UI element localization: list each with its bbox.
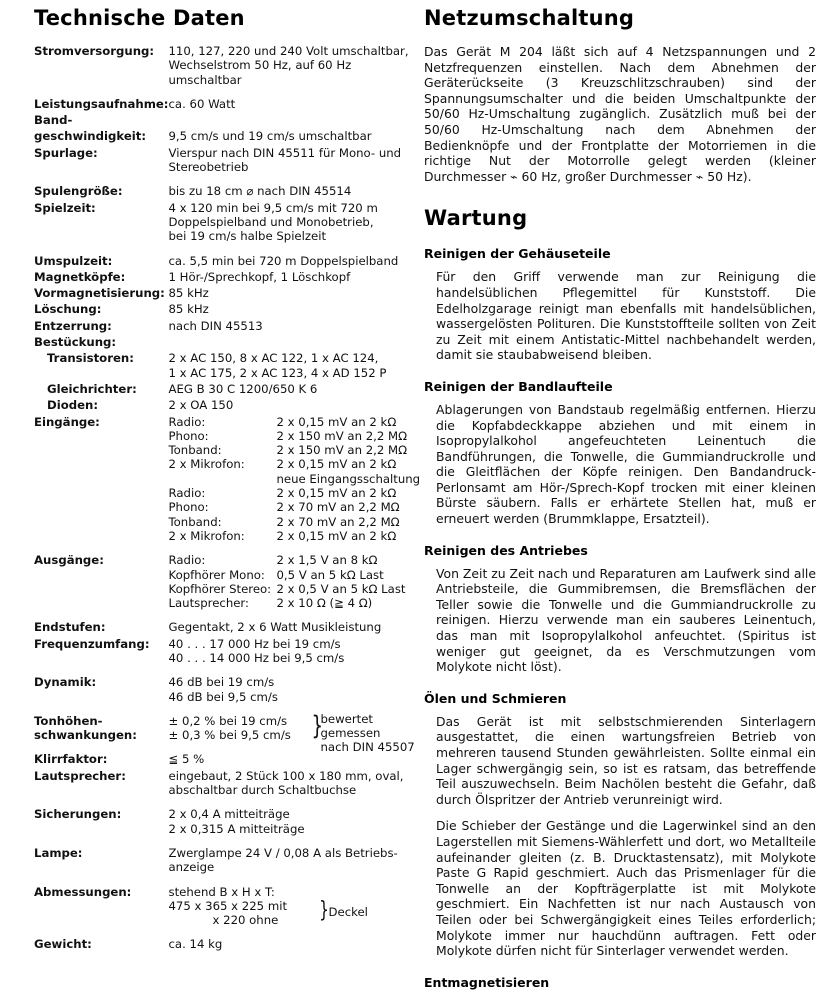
spec-value bbox=[169, 201, 421, 246]
output-value: 2 x 1,5 V an 8 kΩ bbox=[276, 553, 378, 568]
spec-value bbox=[169, 885, 421, 930]
table-row bbox=[34, 769, 420, 800]
spacer-row bbox=[34, 877, 420, 885]
spec-label: Sicherungen: bbox=[34, 807, 122, 822]
value-line: x 220 ohne bbox=[212, 913, 279, 928]
page-title-technische-daten: Technische Daten bbox=[34, 6, 245, 30]
value-line: 1 Hör-/Sprechkopf, 1 Löschkopf bbox=[168, 269, 351, 284]
spec-value bbox=[169, 675, 421, 706]
value-line: 4 x 120 min bei 9,5 cm/s mit 720 m bbox=[168, 200, 378, 215]
spec-value bbox=[169, 302, 421, 318]
spec-value bbox=[169, 44, 421, 89]
note-line: bewertet bbox=[320, 711, 374, 726]
spec-label bbox=[34, 714, 169, 745]
input-name: Phono: bbox=[168, 428, 209, 443]
value-line: 46 dB bei 9,5 cm/s bbox=[168, 689, 278, 704]
spec-value bbox=[169, 270, 421, 286]
input-name: Radio: bbox=[168, 486, 206, 501]
spec-label: Entzerrung: bbox=[34, 318, 112, 333]
input-name: Radio: bbox=[168, 414, 206, 429]
value-line: 9,5 cm/s und 19 cm/s umschaltbar bbox=[168, 129, 372, 144]
spec-value bbox=[169, 415, 421, 546]
tonhoehen-note bbox=[321, 712, 415, 755]
value-line: 1 x AC 175, 2 x AC 123, 4 x AD 152 P bbox=[168, 365, 387, 380]
input-line bbox=[169, 500, 421, 514]
spec-label: Spielzeit: bbox=[34, 200, 96, 215]
spacer-row bbox=[34, 667, 420, 675]
subsection-paragraph: Ablagerungen von Bandstaub regelmäßig entfernen. Hierzu die Kopfabdeckkappe abziehen und mit einem in Isopropylalkohol angefeuchteten Leinentuch die Bandführungen, die Tonwelle, die Gummiandruckrolle und die Gleitflächen der Köpfe reinigen. Den Bandandruck-Perlonsamt am Hör-/Sprech-Kopf trocken mit einer kleinen Bürste säubern. Falls er erhärtete Stellen hat, muß er erneuert werden (Brummklappe, Ersatzteil). bbox=[436, 401, 816, 527]
left-column bbox=[34, 6, 421, 954]
value-line: ca. 14 kg bbox=[168, 937, 223, 952]
value-line: 2 x AC 150, 8 x AC 122, 1 x AC 124, bbox=[168, 351, 379, 366]
table-row bbox=[34, 675, 420, 706]
spec-label: Stromversorgung: bbox=[34, 44, 155, 58]
spec-value bbox=[169, 937, 421, 953]
table-row bbox=[34, 286, 420, 302]
spacer-row bbox=[34, 929, 420, 937]
table-row bbox=[34, 752, 420, 768]
spec-label: geschwindigkeit: bbox=[34, 129, 147, 144]
input-value-2: 2,2 MΩ bbox=[365, 428, 408, 443]
table-row bbox=[34, 398, 420, 414]
spacer-row bbox=[34, 89, 420, 97]
table-row bbox=[34, 319, 420, 335]
input-value-1: 2 x 0,15 mV an bbox=[276, 528, 366, 543]
table-row bbox=[34, 351, 420, 382]
brace-glyph: } bbox=[318, 897, 329, 923]
spacer-row bbox=[34, 176, 420, 184]
output-line bbox=[169, 596, 421, 610]
table-row bbox=[34, 415, 420, 546]
output-line bbox=[169, 568, 421, 582]
output-line bbox=[169, 553, 421, 567]
table-row-abmessungen bbox=[34, 885, 420, 930]
value-line: Vierspur nach DIN 45511 für Mono- und bbox=[168, 145, 402, 160]
spec-label: Dynamik: bbox=[34, 675, 97, 690]
spec-label-ausgaenge: Ausgänge: bbox=[34, 553, 104, 568]
input-value-1: 2 x 0,15 mV an bbox=[276, 457, 366, 472]
table-row bbox=[34, 620, 420, 636]
value-line: 2 x OA 150 bbox=[168, 398, 234, 413]
section-title-netzumschaltung: Netzumschaltung bbox=[424, 6, 635, 30]
spec-label: Löschung: bbox=[34, 302, 102, 317]
input-line bbox=[169, 429, 421, 443]
input-line bbox=[169, 529, 421, 543]
table-row bbox=[34, 270, 420, 286]
input-name: Tonband: bbox=[168, 443, 222, 458]
value-line: Stereobetrieb bbox=[168, 160, 249, 175]
table-row bbox=[34, 382, 420, 398]
spacer-row bbox=[34, 246, 420, 254]
inputs-note: neue Eingangsschaltung bbox=[276, 471, 421, 486]
abmessungen-values bbox=[168, 884, 368, 928]
input-line bbox=[169, 515, 421, 529]
value-line: 2 x 0,315 A mitteiträge bbox=[168, 821, 305, 836]
table-row-tonhoehen bbox=[34, 714, 420, 745]
spec-value bbox=[169, 254, 421, 270]
value-line: abschaltbar durch Schaltbuchse bbox=[168, 783, 357, 798]
spec-value bbox=[169, 351, 421, 382]
table-row bbox=[34, 302, 420, 318]
spec-value bbox=[169, 286, 421, 302]
value-line: ± 0,2 % bei 19 cm/s bbox=[168, 713, 288, 728]
spec-label: Band- bbox=[34, 113, 73, 128]
note-line: nach DIN 45507 bbox=[320, 740, 415, 755]
spec-label: Magnetköpfe: bbox=[34, 269, 126, 284]
specifications-table bbox=[34, 44, 420, 954]
spec-value bbox=[169, 807, 421, 838]
table-row bbox=[34, 937, 420, 953]
tonhoehen-values bbox=[168, 710, 415, 755]
value-line: ca. 5,5 min bei 720 m Doppelspielband bbox=[168, 253, 399, 268]
input-line bbox=[169, 443, 421, 457]
table-row bbox=[34, 335, 420, 351]
input-value-2: 2 kΩ bbox=[369, 486, 397, 501]
value-line: stehend B x H x T: bbox=[168, 884, 275, 899]
input-value-2: 2,2 MΩ bbox=[358, 514, 400, 529]
value-line: Gegentakt, 2 x 6 Watt Musikleistung bbox=[168, 620, 382, 635]
table-row bbox=[34, 97, 420, 113]
spacer-row bbox=[34, 545, 420, 553]
table-row bbox=[34, 113, 420, 129]
spec-value bbox=[169, 398, 421, 414]
spec-label-sub: Transistoren: bbox=[47, 351, 134, 366]
spec-label: Bestückung: bbox=[34, 335, 117, 350]
spec-rows-group-1 bbox=[34, 44, 420, 954]
value-line: 40 . . . 17 000 Hz bei 19 cm/s bbox=[168, 636, 341, 651]
input-value-1: 2 x 70 mV an bbox=[276, 500, 355, 515]
subsection-heading-gehaeuseteile: Reinigen der Gehäuseteile bbox=[424, 246, 611, 262]
abmessungen-note: Deckel bbox=[328, 904, 368, 919]
value-line: Zwerglampe 24 V / 0,08 A als Betriebs- bbox=[168, 845, 398, 860]
table-row bbox=[34, 146, 420, 177]
table-row bbox=[34, 129, 420, 145]
spec-value bbox=[169, 113, 421, 129]
spec-value bbox=[169, 97, 421, 113]
spec-value bbox=[169, 382, 421, 398]
value-line: Doppelspielband und Monobetrieb, bbox=[168, 214, 374, 229]
spacer-row bbox=[34, 799, 420, 807]
spec-label-eingaenge: Eingänge: bbox=[34, 414, 100, 429]
output-value: 2 x 0,5 V an 5 kΩ Last bbox=[276, 581, 406, 596]
subsection-heading-oelen-schmieren: Ölen und Schmieren bbox=[424, 690, 567, 706]
label-line: schwankungen: bbox=[34, 728, 137, 743]
spec-label: Frequenzumfang: bbox=[34, 636, 150, 651]
output-name: Lautsprecher: bbox=[168, 596, 249, 611]
spec-label: Endstufen: bbox=[34, 620, 106, 635]
spec-label: Spurlage: bbox=[34, 145, 98, 160]
spec-value bbox=[169, 335, 421, 351]
input-value-1: 2 x 150 mV an bbox=[276, 443, 362, 458]
input-value-2: 2 kΩ bbox=[369, 414, 397, 429]
brace-glyph: } bbox=[310, 710, 323, 741]
spec-label: Lampe: bbox=[34, 845, 83, 860]
table-row bbox=[34, 184, 420, 200]
value-line: bis zu 18 cm ⌀ nach DIN 45514 bbox=[168, 184, 352, 199]
spec-label: Gewicht: bbox=[34, 937, 92, 952]
input-value-1: 2 x 70 mV an bbox=[276, 514, 355, 529]
value-line: eingebaut, 2 Stück 100 x 180 mm, oval, bbox=[168, 768, 404, 783]
spec-label-sub: Gleichrichter: bbox=[47, 381, 137, 396]
output-line bbox=[169, 582, 421, 596]
subsection-heading-bandlaufteile: Reinigen der Bandlaufteile bbox=[424, 378, 613, 394]
output-value: 2 x 10 Ω (≧ 4 Ω) bbox=[276, 596, 373, 611]
table-row bbox=[34, 846, 420, 877]
input-value-2: 2 kΩ bbox=[369, 457, 397, 472]
value-line: 46 dB bei 19 cm/s bbox=[168, 675, 275, 690]
value-line: anzeige bbox=[168, 860, 215, 875]
spec-value bbox=[169, 319, 421, 335]
table-row bbox=[34, 807, 420, 838]
input-line bbox=[169, 415, 421, 429]
output-name: Radio: bbox=[168, 553, 206, 568]
spec-label-sub: Dioden: bbox=[47, 398, 99, 413]
input-name: 2 x Mikrofon: bbox=[168, 528, 245, 543]
value-line: 85 kHz bbox=[168, 286, 209, 301]
spec-label: Lautsprecher: bbox=[34, 768, 126, 783]
value-line: 110, 127, 220 und 240 Volt umschaltbar, bbox=[168, 44, 409, 58]
table-row bbox=[34, 254, 420, 270]
subsection-paragraph: Von Zeit zu Zeit nach und Reparaturen am Laufwerk sind alle Antriebsteile, die Gummibremsen, die Bremsflächen der Teller sowie die Tonwelle und die Gummiandruckrolle zu reinigen. Hierzu verwende man ein sauberes Leinentuch, das man mit Isopropylalkohol anfeuchtet. (Spiritus ist weniger gut geeignet, da es Verschmutzungen vom Molykote nicht löst). bbox=[436, 565, 816, 675]
spec-value bbox=[169, 637, 421, 668]
table-row bbox=[34, 44, 420, 89]
spec-value bbox=[169, 846, 421, 877]
spec-value bbox=[168, 710, 421, 755]
input-value-1: 2 x 0,15 mV an bbox=[276, 414, 366, 429]
value-line: 85 kHz bbox=[168, 302, 209, 317]
spec-label: Vormagnetisierung: bbox=[34, 286, 165, 301]
input-value-2: 2,2 MΩ bbox=[358, 500, 400, 515]
subsection-paragraph: Die Schieber der Gestänge und die Lagerwinkel sind an den Lagerstellen mit Siemens-Wählerfett und dort, wo Metallteile aufeinander gleiten (z. B. Drucktastensatz), mit Molykote Paste G Rapid geschmiert. Auch das Prismenlager für die Tonwelle an der Kopfträgerplatte ist mit Molykote geschmiert. Ein Nachfetten ist nur nach Austausch von Teilen oder bei Schwergängigkeit eines Teiles erforderlich; Molykote immer nur hauchdünn auftragen. Fett oder Molykote dürfen nicht für Sinterlager verwendet werden. bbox=[436, 818, 816, 959]
input-value-1: 2 x 150 mV an bbox=[276, 428, 362, 443]
input-value-1: 2 x 0,15 mV an bbox=[276, 486, 366, 501]
subsection-paragraph: Das Gerät ist mit selbstschmierenden Sinterlagern ausgestattet, die einen wartungsfreien Betrieb von mehreren tausend Stunden gewährleisten. Sollte einmal ein Lager schwergängig sein, so ist es ratsam, das betreffende Teil auszuwechseln. Beim Nachölen besteht die Gefahr, daß durch Ölspritzer der Antrieb verunreinigt wird. bbox=[436, 713, 816, 807]
input-value-2: 2,2 MΩ bbox=[365, 443, 408, 458]
value-line: nach DIN 45513 bbox=[168, 318, 263, 333]
spec-label: Klirrfaktor: bbox=[34, 752, 108, 767]
value-line: ≦ 5 % bbox=[168, 752, 205, 767]
value-line: 40 . . . 14 000 Hz bei 9,5 cm/s bbox=[168, 650, 345, 665]
spec-value bbox=[169, 752, 421, 768]
spec-label: Umspulzeit: bbox=[34, 253, 113, 268]
spec-value bbox=[169, 769, 421, 800]
spec-value bbox=[169, 620, 421, 636]
spec-value bbox=[169, 146, 421, 177]
input-name: 2 x Mikrofon: bbox=[168, 457, 245, 472]
spec-value bbox=[169, 184, 421, 200]
value-line: Wechselstrom 50 Hz, auf 60 Hz bbox=[168, 58, 352, 73]
spec-value bbox=[169, 129, 421, 145]
value-line: bei 19 cm/s halbe Spielzeit bbox=[168, 229, 327, 244]
section-title-wartung: Wartung bbox=[424, 206, 528, 231]
input-line bbox=[169, 457, 421, 471]
note-line: gemessen bbox=[320, 726, 381, 741]
input-name: Tonband: bbox=[168, 514, 222, 529]
output-value: 0,5 V an 5 kΩ Last bbox=[276, 567, 384, 582]
input-line bbox=[169, 486, 421, 500]
subsection-heading-antrieb: Reinigen des Antriebes bbox=[424, 542, 588, 558]
label-line: Tonhöhen- bbox=[34, 713, 103, 728]
spec-label: Abmessungen: bbox=[34, 884, 132, 899]
value-line: AEG B 30 C 1200/650 K 6 bbox=[168, 381, 318, 396]
table-row bbox=[34, 553, 420, 612]
value-line: ca. 60 Watt bbox=[168, 96, 236, 111]
spacer-row bbox=[34, 838, 420, 846]
subsection-heading-entmagnetisieren: Entmagnetisieren bbox=[424, 974, 550, 990]
value-line: 475 x 365 x 225 mit bbox=[168, 898, 288, 913]
output-name: Kopfhörer Stereo: bbox=[168, 581, 272, 596]
table-row bbox=[34, 637, 420, 668]
output-name: Kopfhörer Mono: bbox=[168, 567, 265, 582]
value-line: 2 x 0,4 A mitteiträge bbox=[168, 807, 290, 822]
netzumschaltung-paragraph: Das Gerät M 204 läßt sich auf 4 Netzspannungen und 2 Netzfrequenzen einstellen. Nach dem Abnehmen der Geräterückseite (3 Kreuzschlitzschrauben) sind der Spannungsumschalter und die beiden Umschaltpunkte der 50/60 Hz-Umschaltung zugänglich. Zusätzlich muß bei der 50/60 Hz-Umschaltung nach dem Abnehmen der Bedienknöpfe und der Frontplatte der Motorriemen in die richtige Nut der Motorrolle gelegt werden (kleiner Durchmesser ⌁ 60 Hz, großer Durchmesser ⌁ 50 Hz). bbox=[424, 44, 816, 184]
right-column bbox=[424, 6, 816, 998]
spec-label: Spulengröße: bbox=[34, 184, 123, 199]
spec-value bbox=[169, 553, 421, 612]
input-value-2: 2 kΩ bbox=[369, 528, 397, 543]
subsection-paragraph: Für den Griff verwende man zur Reinigung die handelsüblichen Pflegemittel für Kunststoff. Die Edelholzgarage reinigt man ebenfalls mit handelsüblichen, wassergelösten Polituren. Die Kunststoffteile sollten von Zeit zu Zeit mit einem Antistatic-Mittel nachbehandelt werden, damit sie staubabweisend bleiben. bbox=[436, 269, 816, 363]
input-name: Phono: bbox=[168, 500, 209, 515]
spec-label: Leistungsaufnahme: bbox=[34, 96, 169, 111]
value-line: umschaltbar bbox=[168, 72, 242, 87]
table-row bbox=[34, 201, 420, 246]
value-line: ± 0,3 % bei 9,5 cm/s bbox=[168, 728, 291, 743]
spacer-row bbox=[34, 612, 420, 620]
